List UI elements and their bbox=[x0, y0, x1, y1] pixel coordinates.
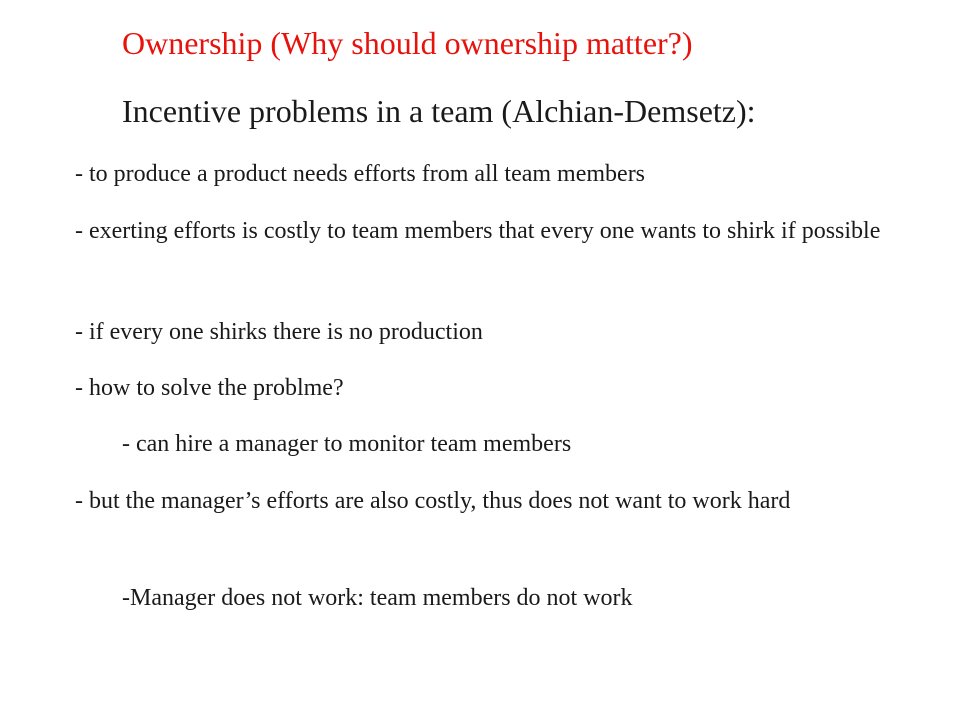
bullet-item: - exerting efforts is costly to team members that every one wants to shirk if possible bbox=[75, 218, 881, 244]
bullet-item: - can hire a manager to monitor team members bbox=[122, 431, 572, 457]
bullet-item: -Manager does not work: team members do not work bbox=[122, 585, 633, 611]
bullet-item: - but the manager’s efforts are also costly, thus does not want to work hard bbox=[75, 488, 791, 514]
slide-title: Ownership (Why should ownership matter?) bbox=[122, 25, 693, 61]
slide-subtitle: Incentive problems in a team (Alchian-Demsetz): bbox=[122, 93, 756, 129]
bullet-item: - how to solve the problme? bbox=[75, 375, 344, 401]
bullet-item: - to produce a product needs efforts from all team members bbox=[75, 161, 646, 187]
bullet-item: - if every one shirks there is no production bbox=[75, 319, 483, 345]
